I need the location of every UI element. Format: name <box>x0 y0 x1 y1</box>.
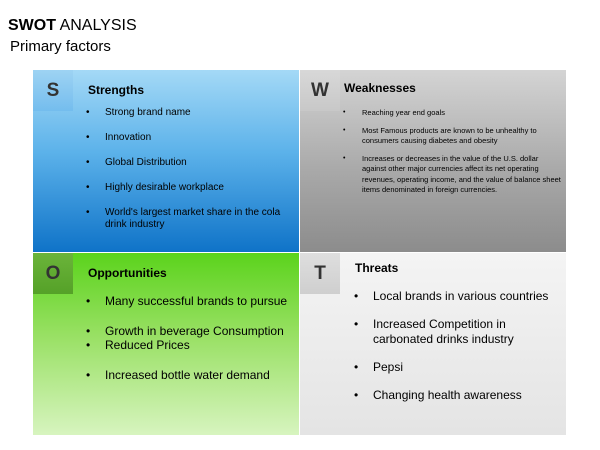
slide-title <box>8 16 137 36</box>
strengths-item: • Global Distribution <box>85 157 290 169</box>
strengths-heading: Strengths <box>88 83 145 97</box>
threats-item: • Changing health awareness <box>353 388 558 403</box>
weaknesses-item: • Most Famous products are known to be unhealthy to consumers causing diabetes and obesity <box>342 126 564 147</box>
opportunities-list <box>85 294 295 382</box>
strengths-item: • World's largest market share in the cola drink industry <box>85 207 290 231</box>
weaknesses-quadrant <box>300 70 566 252</box>
weaknesses-letter-box: W <box>300 70 340 111</box>
threats-item: • Increased Competition in carbonated drinks industry <box>353 317 558 347</box>
threats-item: • Local brands in various countries <box>353 289 558 304</box>
opportunities-quadrant <box>33 253 299 435</box>
strengths-item: • Highly desirable workplace <box>85 182 290 194</box>
opportunities-letter-box: O <box>33 253 73 294</box>
opportunities-item: • Growth in beverage Consumption <box>85 324 295 339</box>
slide-subtitle: Primary factors <box>10 38 111 55</box>
threats-letter-box: T <box>300 253 340 294</box>
weaknesses-item: • Increases or decreases in the value of the U.S. dollar against other major currencies affect its net operating revenues, operating income, and the value of balance sheet items denominated in foreign currencies. <box>342 154 564 196</box>
opportunities-item: • Many successful brands to pursue <box>85 294 295 309</box>
weaknesses-heading: Weaknesses <box>344 81 416 95</box>
weaknesses-item: • Reaching year end goals <box>342 108 564 119</box>
opportunities-item: • Increased bottle water demand <box>85 368 295 383</box>
slide-title-bold: SWOT <box>8 17 56 34</box>
threats-item: • Pepsi <box>353 360 558 375</box>
threats-heading: Threats <box>355 261 399 275</box>
slide-title-rest: ANALYSIS <box>56 17 137 34</box>
threats-quadrant <box>300 253 566 435</box>
strengths-item: • Innovation <box>85 132 290 144</box>
opportunities-item: • Reduced Prices <box>85 338 295 353</box>
strengths-list <box>85 107 290 244</box>
strengths-quadrant <box>33 70 299 252</box>
opportunities-heading: Opportunities <box>88 266 167 280</box>
strengths-item: • Strong brand name <box>85 107 290 119</box>
threats-list <box>353 289 558 416</box>
strengths-letter-box: S <box>33 70 73 111</box>
weaknesses-list <box>342 108 564 203</box>
